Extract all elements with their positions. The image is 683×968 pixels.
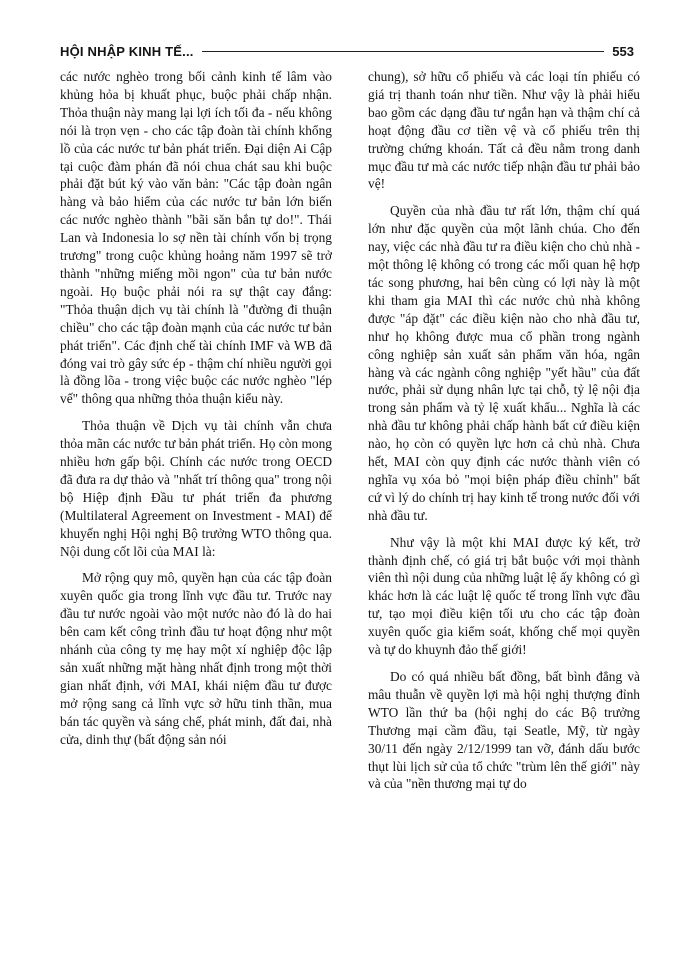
running-header xyxy=(60,40,634,62)
paragraph: Do có quá nhiều bất đồng, bất bình đẳng và mâu thuẫn về quyền lợi mà hội nghị thượng đỉnh WTO lần thứ ba (hội nghị do các Bộ trưởng Thương mại cầm đầu, tại Seatle, Mỹ, từ ngày 30/11 đến ngày 2/12/1999 tan vỡ, đánh dấu bước thụt lùi lịch sử của tổ chức "trùm lên thế giới" này và của "nền thương mại tự do xyxy=(368,669,640,792)
paragraph: các nước nghèo trong bối cảnh kinh tế lâm vào khủng hỏa bị khuất phục, buộc phải chấp nhận. Thỏa thuận này mang lại lợi ích tối đa - nếu không nói là trọn vẹn - cho các tập đoàn tài chính khổng lồ của các nước tư bản phát triển. Đại diện Ai Cập tại cuộc đàm phán đã nói chua chát sau khi buộc phải đặt bút ký vào văn bản: "Các tập đoàn ngân hàng và bảo hiểm của các nước tư bản lớn biến các nước nghèo thành "bãi săn bắn tự do!". Thái Lan và Indonesia lo sợ nền tài chính vốn bị trọng trương" trong cuộc khủng hoảng năm 1997 sẽ trở thành "những miếng mồi ngon" của tư bản nước ngoài. Họ buộc phải nói ra sự thật cay đắng: "Thỏa thuận dịch vụ tài chính là "đường đi thuận chiều" cho các tập đoàn mạnh của các nước tư bản phát triển". Các định chế tài chính IMF và WB đã đóng vai trò gây sức ép - thậm chí nhiều người gọi là đồng lõa - trong việc buộc các nước nghèo "lép vế" thông qua những thỏa thuận kiểu này. xyxy=(60,69,332,407)
paragraph: Như vậy là một khi MAI được ký kết, trở thành định chế, có giá trị bắt buộc với mọi thành viên thì nội dung của những luật lệ ấy không có gì khác hơn là các luật lệ quốc tế trong lĩnh vực đầu tư, tạo mọi điều kiện tối ưu cho các tập đoàn xuyên quốc gia kiểm soát, khống chế mọi quyền và tự do khuynh đảo thế giới! xyxy=(368,534,640,658)
paragraph: Thỏa thuận về Dịch vụ tài chính vẫn chưa thỏa mãn các nước tư bản phát triển. Họ còn mong nhiều hơn gấp bội. Chính các nước trong OECD đã đưa ra dự thảo và "nhất trí thông qua" trong nội bộ Hiệp định Đầu tư phát triển đa phương (Multilateral Agreement on Investment - MAI) để khuyến nghị Hội nghị Bộ trưởng WTO thông qua. Nội dung cốt lõi của MAI là: xyxy=(60,418,332,559)
paragraph: Quyền của nhà đầu tư rất lớn, thậm chí quá lớn như đặc quyền của một lãnh chúa. Cho đến nay, việc các nhà đầu tư ra điều kiện cho chủ nhà - một thông lệ không có trong các mối quan hệ hợp tác song phương, hai bên cùng có lợi này là một khi tham gia MAI thì các nước chủ nhà không được "áp đặt" các điều kiện nào cho nhà đầu tư, như họ không được mua cổ phần trong ngành công nghiệp sản xuất sản phẩm văn hóa, ngân hàng và các ngành công nghiệp "yết hầu" của đất nước, phải sử dụng nhân lực tại chỗ, tỷ lệ nội địa trong sản phẩm và tỷ lệ xuất khẩu... Nghĩa là các nhà đầu tư không phải chấp hành bất cứ điều kiện nào, họ còn có quyền lực hơn cả chủ nhà. Chưa hết, MAI còn quy định các nước thành viên có nghĩa vụ xóa bỏ "mọi biện pháp điều chỉnh" bất cứ vì lý do chính trị hay kinh tế trong nước đối với nhà đầu tư. xyxy=(368,203,640,523)
running-header-title: HỘI NHẬP KINH TẾ... xyxy=(60,43,194,59)
left-column xyxy=(60,68,332,749)
paragraph: chung), sở hữu cổ phiếu và các loại tín phiếu có giá trị thanh toán như tiền. Như vậy là phải hiểu bao gồm các dạng đầu tư ngắn hạn và thậm chí cả hoạt động đầu cơ tiền vệ và cổ phiếu trên thị trường chứng khoán. Tất cả đều nằm trong danh mục đầu tư mà các nước tiếp nhận đầu tư phải bảo vệ! xyxy=(368,69,640,192)
paragraph: Mở rộng quy mô, quyền hạn của các tập đoàn xuyên quốc gia trong lĩnh vực đầu tư. Trước nay đầu tư nước ngoài vào một nước nào đó là do hai bên cam kết công trình đầu tư hoạt động như một nhánh của công ty mẹ hay một xí nghiệp độc lập sản xuất những mặt hàng nhất định trong một thời gian nhất định, với MAI, khái niệm đầu tư được mở rộng sang cả lĩnh vực sở hữu tinh thần, mua bán tác quyền và sáng chế, phát minh, đất đai, nhà cửa, dinh thự (bất động sản nói xyxy=(60,570,332,747)
page-number: 553 xyxy=(612,43,634,59)
header-rule xyxy=(202,51,605,52)
right-column xyxy=(368,68,640,793)
